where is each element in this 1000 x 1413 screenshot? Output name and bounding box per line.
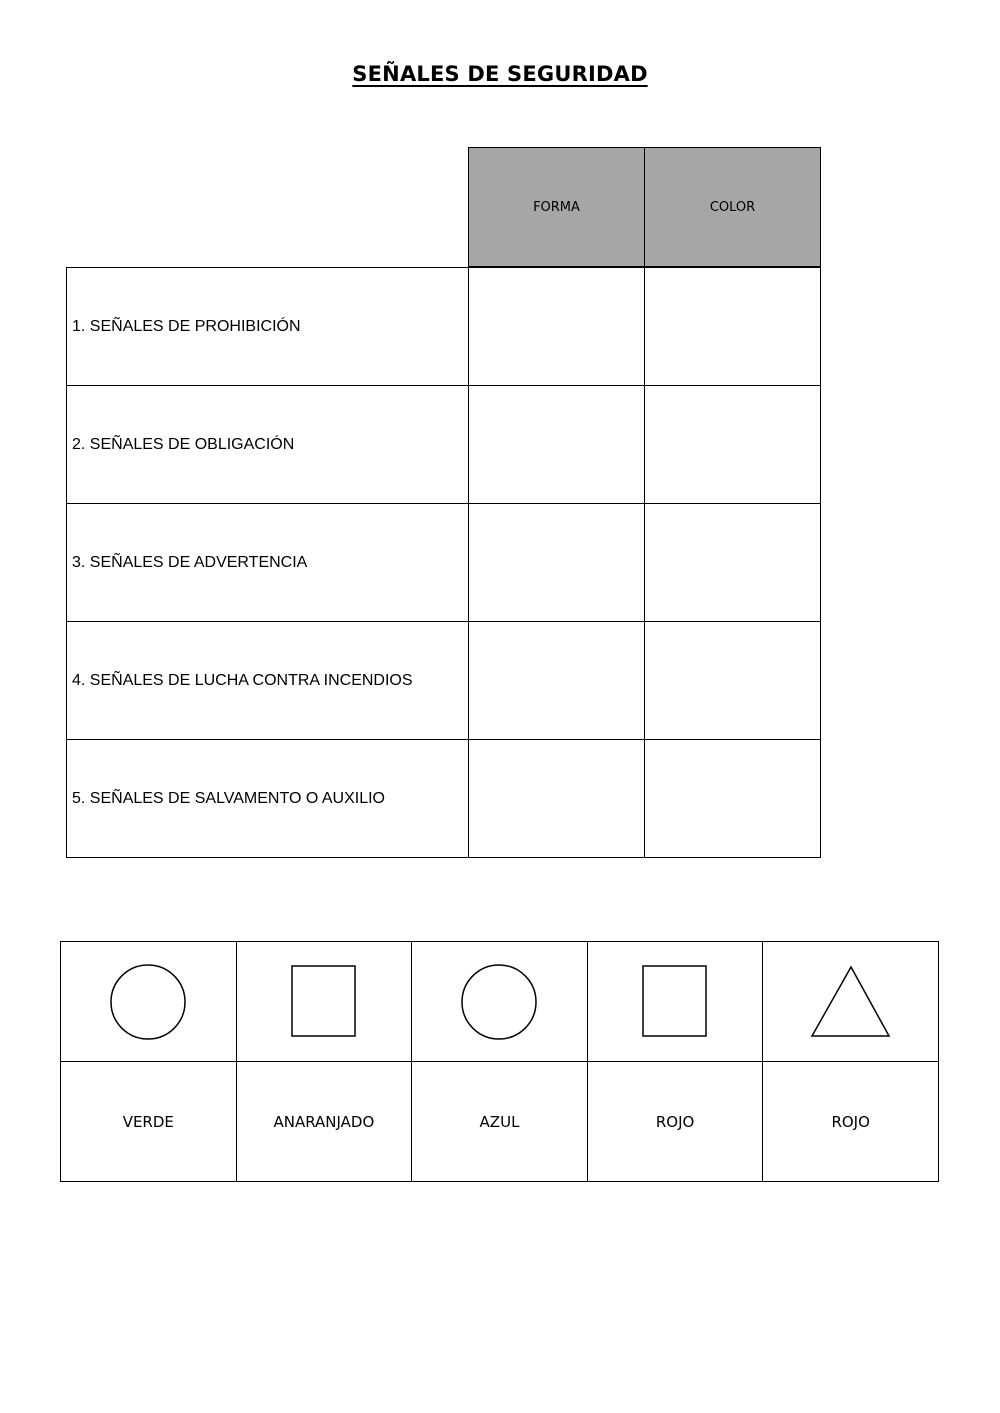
color-cell-3[interactable] <box>645 504 821 622</box>
forma-cell-1[interactable] <box>469 268 645 386</box>
color-option-azul[interactable]: AZUL <box>412 1062 588 1182</box>
color-cell-1[interactable] <box>645 268 821 386</box>
page-title: SEÑALES DE SEGURIDAD <box>352 62 648 86</box>
color-option-verde[interactable]: VERDE <box>61 1062 237 1182</box>
color-cell-4[interactable] <box>645 622 821 740</box>
forma-cell-3[interactable] <box>469 504 645 622</box>
forma-cell-5[interactable] <box>469 740 645 858</box>
row-label-salvamento: 5. SEÑALES DE SALVAMENTO O AUXILIO <box>67 740 469 858</box>
colors-row <box>61 1062 939 1182</box>
color-option-rojo-2[interactable]: ROJO <box>763 1062 939 1182</box>
forma-cell-2[interactable] <box>469 386 645 504</box>
table-row <box>67 268 821 386</box>
table-row <box>67 622 821 740</box>
color-option-rojo-1[interactable]: ROJO <box>587 1062 763 1182</box>
shape-option-2[interactable] <box>236 942 412 1062</box>
circle-icon <box>459 960 539 1044</box>
signs-table-body <box>66 267 821 858</box>
shape-option-4[interactable] <box>587 942 763 1062</box>
table-row <box>67 740 821 858</box>
color-cell-5[interactable] <box>645 740 821 858</box>
circle-icon <box>108 960 188 1044</box>
triangle-icon <box>810 965 892 1039</box>
row-label-incendios: 4. SEÑALES DE LUCHA CONTRA INCENDIOS <box>67 622 469 740</box>
shape-option-1[interactable] <box>61 942 237 1062</box>
row-label-obligacion: 2. SEÑALES DE OBLIGACIÓN <box>67 386 469 504</box>
row-label-prohibicion: 1. SEÑALES DE PROHIBICIÓN <box>67 268 469 386</box>
row-label-advertencia: 3. SEÑALES DE ADVERTENCIA <box>67 504 469 622</box>
table-row <box>67 386 821 504</box>
header-color: COLOR <box>644 147 821 267</box>
color-option-anaranjado[interactable]: ANARANJADO <box>236 1062 412 1182</box>
table-row <box>67 504 821 622</box>
header-forma: FORMA <box>468 147 645 267</box>
color-cell-2[interactable] <box>645 386 821 504</box>
square-icon <box>291 965 357 1039</box>
shapes-row <box>61 942 939 1062</box>
shape-option-5[interactable] <box>763 942 939 1062</box>
shape-option-3[interactable] <box>412 942 588 1062</box>
square-icon <box>642 965 708 1039</box>
options-grid <box>60 941 939 1182</box>
forma-cell-4[interactable] <box>469 622 645 740</box>
